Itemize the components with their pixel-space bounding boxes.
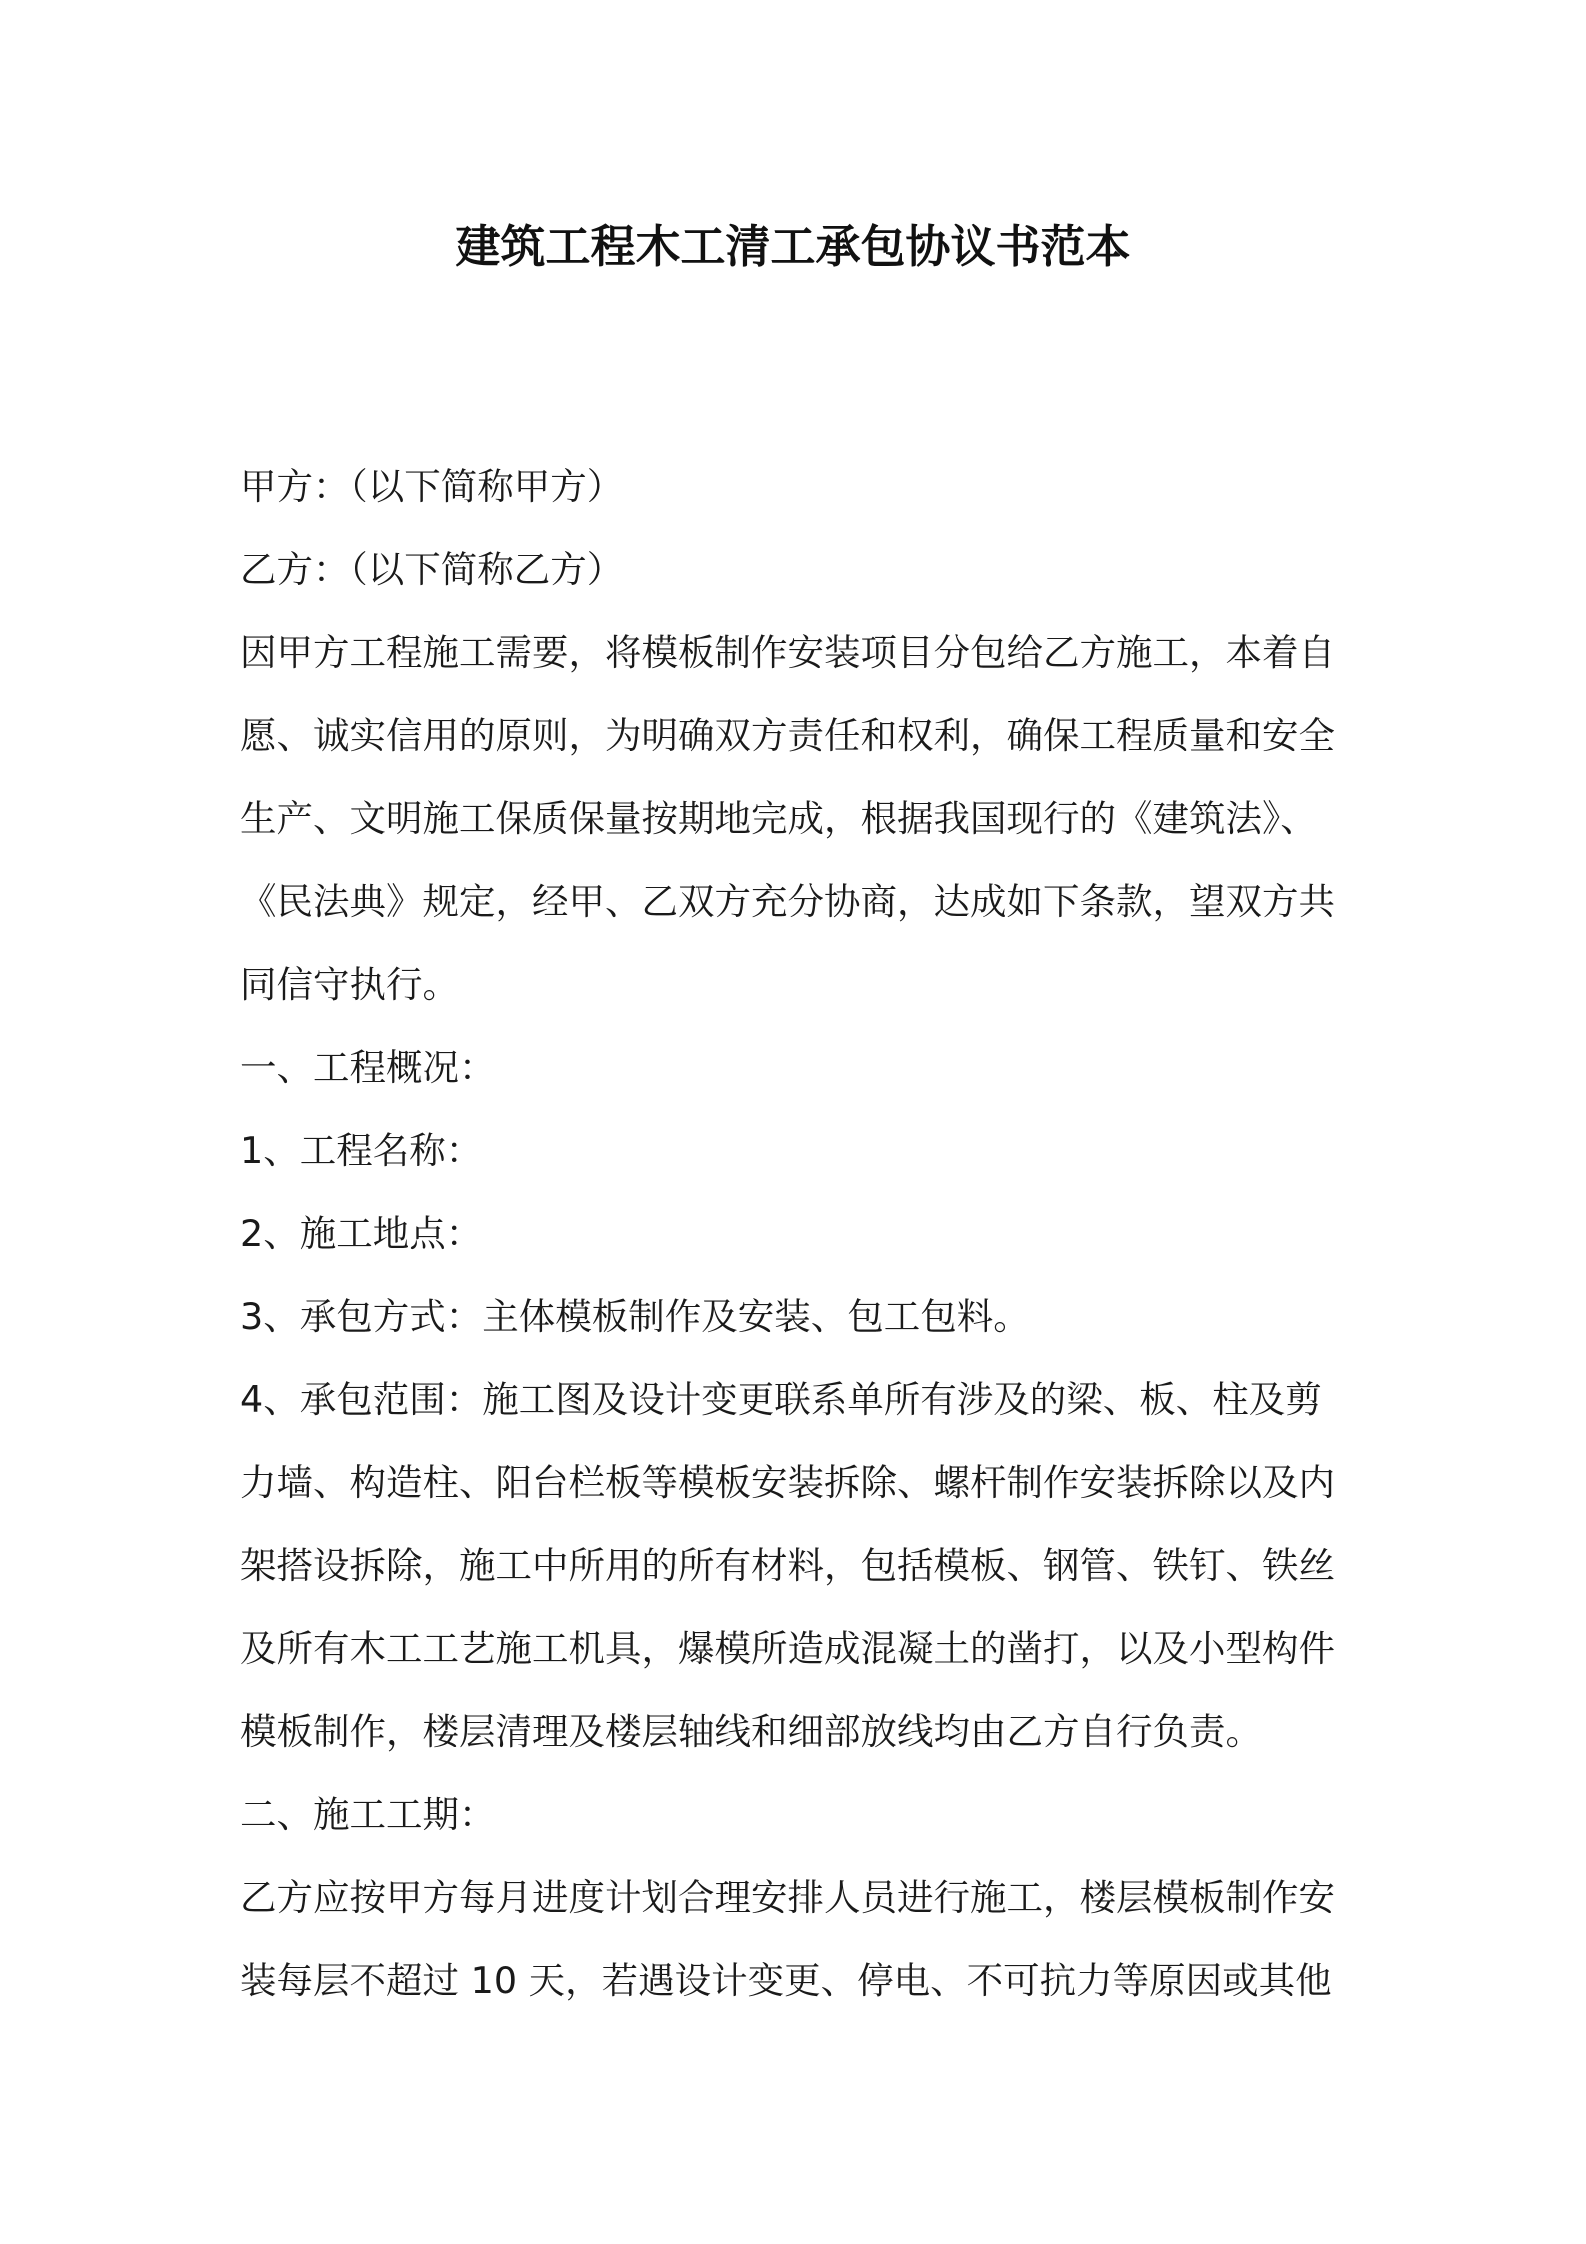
contract-scope-line-3: 架搭设拆除，施工中所用的所有材料，包括模板、钢管、铁钉、铁丝: [240, 1544, 1335, 1587]
construction-period-line-2: 装每层不超过 10 天，若遇设计变更、停电、不可抗力等原因或其他: [240, 1959, 1332, 2002]
section-heading-project-overview: 一、工程概况：: [240, 1046, 496, 1089]
party-a-line: 甲方：（以下简称甲方）: [240, 465, 624, 508]
contract-scope-line-4: 及所有木工工艺施工机具，爆模所造成混凝土的凿打，以及小型构件: [240, 1627, 1335, 1670]
preamble-line-2: 愿、诚实信用的原则，为明确双方责任和权利，确保工程质量和安全: [240, 714, 1335, 757]
construction-site-item: 2、施工地点：: [240, 1212, 483, 1255]
contract-method-item: 3、承包方式：主体模板制作及安装、包工包料。: [240, 1295, 1030, 1338]
document-title: 建筑工程木工清工承包协议书范本: [455, 220, 1131, 273]
party-b-line: 乙方：（以下简称乙方）: [240, 548, 624, 591]
preamble-line-4: 《民法典》规定，经甲、乙双方充分协商，达成如下条款，望双方共: [240, 880, 1335, 923]
contract-scope-line-1: 4、承包范围：施工图及设计变更联系单所有涉及的梁、板、柱及剪: [240, 1378, 1322, 1421]
section-heading-construction-period: 二、施工工期：: [240, 1793, 496, 1836]
preamble-line-1: 因甲方工程施工需要，将模板制作安装项目分包给乙方施工，本着自: [240, 631, 1335, 674]
contract-scope-line-5: 模板制作，楼层清理及楼层轴线和细部放线均由乙方自行负责。: [240, 1710, 1262, 1753]
preamble-line-3: 生产、文明施工保质保量按期地完成，根据我国现行的《建筑法》、: [240, 797, 1317, 840]
contract-scope-line-2: 力墙、构造柱、阳台栏板等模板安装拆除、螺杆制作安装拆除以及内: [240, 1461, 1335, 1504]
document-body: [240, 445, 1364, 2022]
preamble-line-5: 同信守执行。: [240, 963, 459, 1006]
project-name-item: 1、工程名称：: [240, 1129, 483, 1172]
construction-period-line-1: 乙方应按甲方每月进度计划合理安排人员进行施工，楼层模板制作安: [240, 1876, 1335, 1919]
